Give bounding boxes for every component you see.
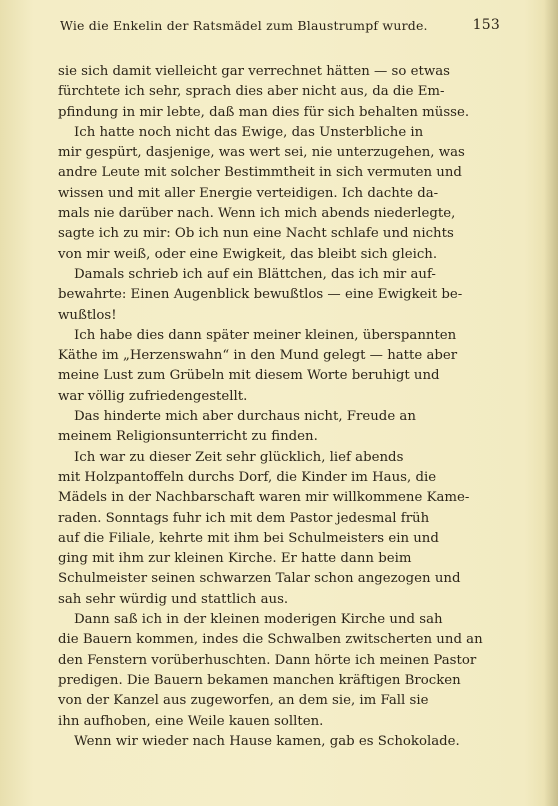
text-line: meinem Religionsunterricht zu finden. — [58, 429, 318, 445]
text-line: mir gespürt, dasjenige, was wert sei, nie unterzugehen, was — [58, 145, 465, 161]
text-line: wußtlos! — [58, 307, 117, 323]
paragraph-start-line: Wenn wir wieder nach Hause kamen, gab es Schokolade. — [74, 733, 460, 749]
text-line: den Fenstern vorüberhuschten. Dann hörte ich meinen Pastor — [58, 652, 477, 668]
text-line: Käthe im „Herzenswahn“ in den Mund gelegt — hatte aber — [58, 348, 458, 364]
text-line: raden. Sonntags fuhr ich mit dem Pastor jedesmal früh — [58, 510, 430, 526]
text-line: sah sehr würdig und stattlich aus. — [58, 591, 289, 607]
text-line: auf die Filiale, kehrte mit ihm bei Schulmeisters ein und — [58, 530, 439, 546]
text-line: predigen. Die Bauern bekamen manchen kräftigen Brocken — [58, 672, 461, 688]
running-title: Wie die Enkelin der Ratsmädel zum Blaustrumpf wurde. — [60, 18, 428, 33]
text-line: ging mit ihm zur kleinen Kirche. Er hatte dann beim — [58, 551, 412, 567]
text-line: bewahrte: Einen Augenblick bewußtlos — eine Ewigkeit be- — [58, 287, 463, 303]
page-number: 153 — [472, 17, 500, 33]
text-line: von der Kanzel aus zugeworfen, an dem sie, im Fall sie — [58, 693, 429, 709]
body-text — [58, 62, 506, 752]
paragraph-start-line: Dann saß ich in der kleinen moderigen Kirche und sah — [74, 612, 443, 628]
paragraph-start-line: Damals schrieb ich auf ein Blättchen, das ich mir auf- — [74, 266, 436, 282]
text-line: ihn aufhoben, eine Weile kauen sollten. — [58, 713, 324, 729]
text-line: von mir weiß, oder eine Ewigkeit, das bleibt sich gleich. — [58, 246, 438, 262]
paragraph-start-line: Ich habe dies dann später meiner kleinen, überspannten — [74, 327, 457, 343]
text-line: Mädels in der Nachbarschaft waren mir willkommene Kame- — [58, 490, 470, 506]
text-line: Schulmeister seinen schwarzen Talar schon angezogen und — [58, 571, 461, 587]
text-line: fürchtete ich sehr, sprach dies aber nicht aus, da die Em- — [58, 84, 445, 100]
text-line: mals nie darüber nach. Wenn ich mich abends niederlegte, — [58, 206, 456, 222]
running-header — [60, 18, 500, 38]
page-edge-shadow — [544, 0, 558, 806]
text-line: wissen und mit aller Energie verteidigen. Ich dachte da- — [58, 185, 439, 201]
text-line: sagte ich zu mir: Ob ich nun eine Nacht schlafe und nichts — [58, 226, 454, 242]
text-line: mit Holzpantoffeln durchs Dorf, die Kinder im Haus, die — [58, 469, 437, 485]
text-line: war völlig zufriedengestellt. — [58, 388, 248, 404]
text-line: pfindung in mir lebte, daß man dies für sich behalten müsse. — [58, 104, 470, 120]
text-line: andre Leute mit solcher Bestimmtheit in sich vermuten und — [58, 165, 462, 181]
paragraph-start-line: Ich war zu dieser Zeit sehr glücklich, lief abends — [74, 449, 404, 465]
paragraph-start-line: Das hinderte mich aber durchaus nicht, Freude an — [74, 409, 416, 425]
text-line: die Bauern kommen, indes die Schwalben zwitscherten und an — [58, 632, 483, 648]
text-line: sie sich damit vielleicht gar verrechnet hätten — so etwas — [58, 64, 450, 79]
text-line: meine Lust zum Grübeln mit diesem Worte beruhigt und — [58, 368, 440, 384]
paragraph-start-line: Ich hatte noch nicht das Ewige, das Unsterbliche in — [74, 124, 424, 140]
